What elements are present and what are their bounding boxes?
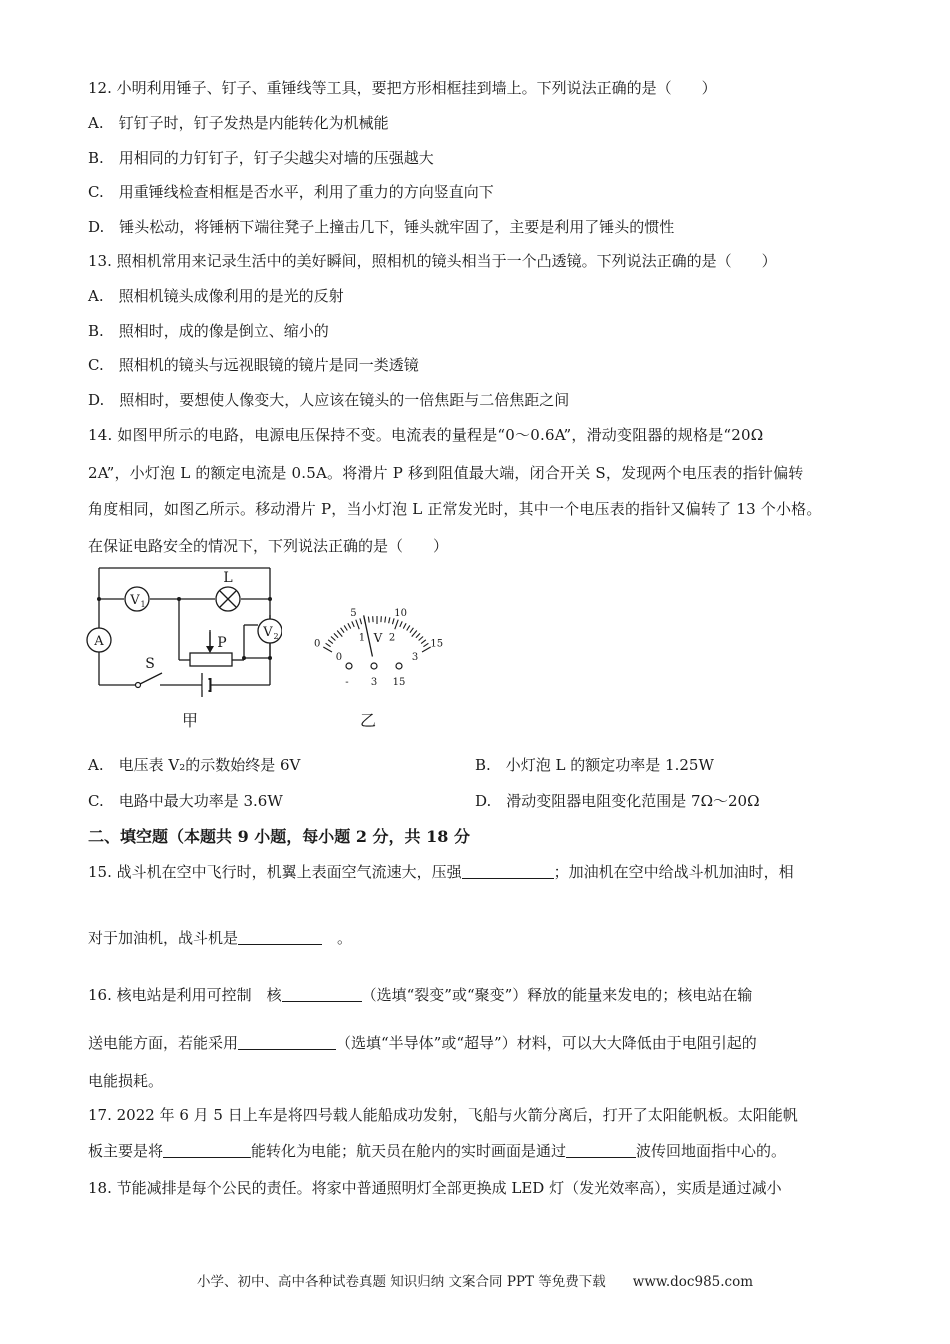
q15-blank-2[interactable] xyxy=(238,929,322,945)
q15-line2 xyxy=(88,927,352,948)
q14-stem-line3: 角度相同，如图乙所示。移动滑片 P，当小灯泡 L 正常发光时，其中一个电压表的指针又偏转了 13 个小格。 xyxy=(88,500,822,518)
q14-stem-line2: 2A”，小灯泡 L 的额定电流是 0.5A。将滑片 P 移到阻值最大端，闭合开关 S，发现两个电压表的指针偏转 xyxy=(88,464,804,482)
q12-stem: 12. 小明利用锤子、钉子、重锤线等工具，要把方形相框挂到墙上。下列说法正确的是（ ） xyxy=(88,79,717,97)
q17-line2 xyxy=(88,1140,786,1161)
meter-unit: V xyxy=(373,631,383,645)
q12-option-d: D. 锤头松动，将锤柄下端往凳子上撞击几下，锤头就牢固了，主要是利用了锤头的惯性 xyxy=(88,218,675,236)
terminal-3 xyxy=(371,663,377,669)
q15-text-1: 15. 战斗机在空中飞行时，机翼上表面空气流速大，压强 xyxy=(88,863,462,881)
meter-tick xyxy=(412,631,417,637)
q14-option-a: A. 电压表 V₂的示数始终是 6V xyxy=(88,756,301,774)
voltmeter-v2-subscript: 2 xyxy=(273,632,279,641)
q14-option-d: D. 滑动变阻器电阻变化范围是 7Ω～20Ω xyxy=(475,792,760,810)
voltmeter-v1-subscript: 1 xyxy=(140,600,146,609)
terminal-label-15: 15 xyxy=(392,677,406,688)
q14-stem-line4: 在保证电路安全的情况下，下列说法正确的是（ ） xyxy=(88,537,449,555)
q16-text-2: （选填“裂变”或“聚变”）释放的能量来发电的；核电站在输 xyxy=(361,986,753,1004)
q12-option-c: C. 用重锤线检查相框是否水平，利用了重力的方向竖直向下 xyxy=(88,183,494,201)
slider-label: P xyxy=(217,635,227,651)
terminal-label-3: 3 xyxy=(370,677,378,688)
terminal-label-neg: - xyxy=(345,677,349,688)
q14-option-c: C. 电路中最大功率是 3.6W xyxy=(88,792,283,810)
meter-tick xyxy=(360,618,362,624)
meter-outer-tick-label: 10 xyxy=(394,608,407,620)
figure-yi-caption: 乙 xyxy=(360,711,377,730)
meter-tick xyxy=(341,628,345,633)
q17-text-4: 波传回地面指中心的。 xyxy=(636,1142,787,1160)
meter-outer-tick-label: 15 xyxy=(430,638,444,650)
meter-tick xyxy=(326,643,331,646)
meter-tick xyxy=(328,640,333,644)
meter-tick xyxy=(348,623,351,628)
meter-tick xyxy=(344,625,347,630)
ammeter-label: A xyxy=(94,634,104,649)
q15-blank-1[interactable] xyxy=(462,863,554,879)
meter-outer-tick-label: 0 xyxy=(314,638,321,650)
q15-text-3: 对于加油机，战斗机是 xyxy=(88,929,239,947)
meter-inner-tick-label: 0 xyxy=(335,652,343,663)
meter-tick xyxy=(392,618,394,624)
q14-stem-line1: 14. 如图甲所示的电路，电源电压保持不变。电流表的量程是“0～0.6A”，滑动变阻器的规格是“20Ω xyxy=(88,426,764,444)
meter-outer-tick-label: 5 xyxy=(350,608,357,620)
meter-inner-tick-label: 2 xyxy=(388,632,396,644)
q14-option-b: B. 小灯泡 L 的额定功率是 1.25W xyxy=(475,756,714,774)
q16-line1 xyxy=(88,984,752,1005)
figure-jia-caption: 甲 xyxy=(182,711,199,730)
switch-label: S xyxy=(145,656,155,672)
q17-line1: 17. 2022 年 6 月 5 日上车是将四号载人能船成功发射，飞船与火箭分离后，打开了太阳能帆板。太阳能帆 xyxy=(88,1106,798,1124)
meter-tick xyxy=(385,617,386,623)
circuit-diagram xyxy=(82,560,282,730)
q13-option-b: B. 照相时，成的像是倒立、缩小的 xyxy=(88,322,329,340)
q17-text-3: 能转化为电能；航天员在舱内的实时画面是通过 xyxy=(251,1142,567,1160)
meter-tick xyxy=(407,625,410,630)
q15-text-2: ；加油机在空中给战斗机加油时，相 xyxy=(553,863,794,881)
lamp-label: L xyxy=(223,570,233,586)
q13-option-d: D. 照相时，要想使人像变大，人应该在镜头的一倍焦距与二倍焦距之间 xyxy=(88,391,570,409)
meter-tick xyxy=(356,620,359,629)
voltmeter-v2-label: V xyxy=(263,625,273,640)
q13-stem: 13. 照相机常用来记录生活中的美好瞬间，照相机的镜头相当于一个凸透镜。下列说法正确的是（ ） xyxy=(88,252,777,270)
q16-text-4: （选填“半导体”或“超导”）材料，可以大大降低由于电阻引起的 xyxy=(336,1034,757,1052)
q12-option-b: B. 用相同的力钉钉子，钉子尖越尖对墙的压强越大 xyxy=(88,149,434,167)
q17-blank-2[interactable] xyxy=(566,1142,636,1158)
meter-tick xyxy=(331,637,335,641)
meter-tick xyxy=(389,617,390,623)
voltmeter-dial xyxy=(292,580,462,690)
q13-option-c: C. 照相机的镜头与远视眼镜的镜片是同一类透镜 xyxy=(88,356,419,374)
q16-blank-2[interactable] xyxy=(238,1034,336,1050)
q15-line1 xyxy=(88,861,794,882)
terminal-15 xyxy=(396,663,402,669)
page-footer: 小学、初中、高中各种试卷真题 知识归纳 文案合同 PPT 等免费下载 www.doc985.com xyxy=(196,1274,754,1290)
meter-tick xyxy=(403,623,406,628)
q16-text-3: 送电能方面，若能采用 xyxy=(88,1034,239,1052)
meter-tick xyxy=(410,628,414,633)
meter-tick xyxy=(352,621,354,626)
q16-line3: 电能损耗。 xyxy=(88,1072,164,1090)
meter-tick xyxy=(419,637,423,641)
meter-inner-tick-label: 1 xyxy=(358,632,366,644)
meter-tick xyxy=(334,633,338,637)
q13-option-a: A. 照相机镜头成像利用的是光的反射 xyxy=(88,287,344,305)
meter-tick xyxy=(423,643,428,646)
q15-text-4: 。 xyxy=(322,929,353,947)
meter-inner-tick-label: 3 xyxy=(411,652,419,663)
meter-tick xyxy=(337,631,342,637)
meter-tick xyxy=(323,647,332,652)
meter-tick xyxy=(395,620,398,629)
q17-text-2: 板主要是将 xyxy=(88,1142,164,1160)
q18-line1: 18. 节能减排是每个公民的责任。将家中普通照明灯全部更换成 LED 灯（发光效率高），实质是通过减小 xyxy=(88,1179,782,1197)
q16-blank-1[interactable] xyxy=(282,986,362,1002)
meter-tick xyxy=(400,621,402,626)
q16-line2 xyxy=(88,1032,757,1053)
meter-tick xyxy=(368,617,369,623)
q12-option-a: A. 钉钉子时，钉子发热是内能转化为机械能 xyxy=(88,114,389,132)
q17-blank-1[interactable] xyxy=(163,1142,251,1158)
terminal-negative xyxy=(346,663,352,669)
voltmeter-v1-label: V xyxy=(130,593,140,608)
section-fill-in-title: 二、填空题（本题共 9 小题，每小题 2 分，共 18 分 xyxy=(88,827,470,846)
meter-tick xyxy=(416,633,420,637)
meter-tick xyxy=(421,640,426,644)
q16-text-1: 16. 核电站是利用可控制 核 xyxy=(88,986,282,1004)
